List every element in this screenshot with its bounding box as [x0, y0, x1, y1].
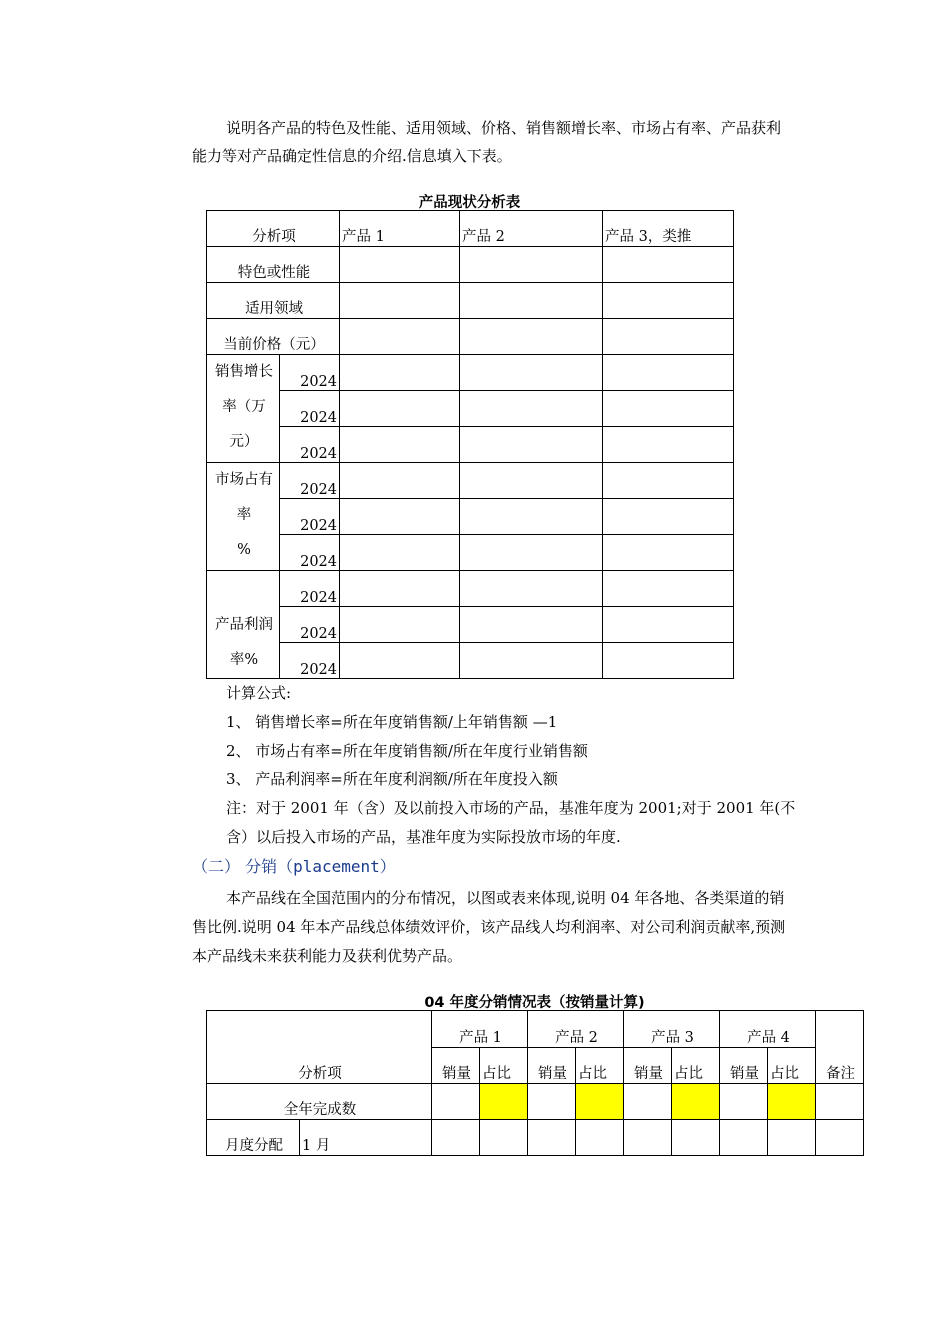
sub-sales: 销量	[720, 1048, 768, 1084]
highlight-cell[interactable]	[480, 1084, 528, 1120]
cell[interactable]	[603, 607, 734, 643]
row-monthly: 月度分配	[207, 1120, 300, 1156]
intro-line-1: 说明各产品的特色及性能、适用领域、价格、销售额增长率、市场占有率、产品获利	[226, 119, 782, 137]
cell[interactable]	[460, 463, 603, 499]
cell[interactable]	[460, 319, 603, 355]
growth-label-2: 率（万	[222, 399, 266, 415]
formula-title: 计算公式:	[226, 684, 292, 702]
note-line-1: 注：对于 2001 年（含）及以前投入市场的产品，基准年度为 2001;对于 2001 年(不	[226, 799, 796, 817]
table2-remark: 备注	[816, 1011, 864, 1084]
cell[interactable]	[460, 607, 603, 643]
cell[interactable]	[816, 1084, 864, 1120]
cell[interactable]	[432, 1084, 480, 1120]
row-share-label	[207, 463, 280, 571]
distribution-table	[206, 1010, 864, 1156]
header-analysis: 分析项	[207, 211, 340, 247]
share-label-1: 市场占有	[215, 472, 273, 488]
row-annual-total: 全年完成数	[207, 1084, 432, 1120]
year-cell: 2024	[280, 499, 340, 535]
table2-product-3: 产品 3	[624, 1011, 720, 1048]
section-heading-cn: （二） 分销	[192, 857, 278, 876]
cell[interactable]	[460, 643, 603, 679]
cell[interactable]	[603, 571, 734, 607]
header-product-3: 产品 3，类推	[603, 211, 734, 247]
highlight-cell[interactable]	[576, 1084, 624, 1120]
cell[interactable]	[603, 643, 734, 679]
year-cell: 2024	[280, 355, 340, 391]
year-cell: 2024	[280, 607, 340, 643]
cell[interactable]	[603, 499, 734, 535]
row-features: 特色或性能	[207, 247, 340, 283]
cell[interactable]	[720, 1084, 768, 1120]
cell[interactable]	[460, 247, 603, 283]
header-product-2: 产品 2	[460, 211, 603, 247]
cell[interactable]	[603, 319, 734, 355]
cell[interactable]	[576, 1120, 624, 1156]
sub-share: 占比	[480, 1048, 528, 1084]
cell[interactable]	[603, 247, 734, 283]
cell[interactable]	[603, 427, 734, 463]
product-status-table	[206, 210, 734, 679]
share-label-2: 率	[236, 507, 252, 523]
sub-share: 占比	[672, 1048, 720, 1084]
formula-1: 1、 销售增长率=所在年度销售额/上年销售额 —1	[226, 713, 558, 731]
cell[interactable]	[340, 247, 460, 283]
sub-share: 占比	[768, 1048, 816, 1084]
sub-sales: 销量	[624, 1048, 672, 1084]
table2-title: 04 年度分销情况表（按销量计算)	[424, 995, 645, 1011]
highlight-cell[interactable]	[672, 1084, 720, 1120]
cell[interactable]	[340, 283, 460, 319]
cell[interactable]	[460, 283, 603, 319]
cell[interactable]	[340, 355, 460, 391]
cell[interactable]	[768, 1120, 816, 1156]
year-cell: 2024	[280, 571, 340, 607]
cell[interactable]	[460, 427, 603, 463]
sub-sales: 销量	[528, 1048, 576, 1084]
cell[interactable]	[340, 391, 460, 427]
cell[interactable]	[603, 355, 734, 391]
table2-product-1: 产品 1	[432, 1011, 528, 1048]
section-heading-en: （placement）	[277, 857, 396, 876]
section2-line-2: 售比例.说明 04 年本产品线总体绩效评价，该产品线人均利润率、对公司利润贡献率,预测	[192, 918, 786, 936]
cell[interactable]	[340, 571, 460, 607]
row-growth-label	[207, 355, 280, 463]
cell[interactable]	[340, 319, 460, 355]
cell[interactable]	[340, 499, 460, 535]
row-profit-label	[207, 571, 280, 679]
cell[interactable]	[816, 1120, 864, 1156]
sub-sales: 销量	[432, 1048, 480, 1084]
cell[interactable]	[480, 1120, 528, 1156]
growth-label-3: 元）	[229, 434, 259, 450]
cell[interactable]	[460, 571, 603, 607]
cell[interactable]	[340, 463, 460, 499]
cell[interactable]	[603, 535, 734, 571]
cell[interactable]	[460, 499, 603, 535]
table2-header-analysis: 分析项	[207, 1011, 432, 1084]
table2-product-2: 产品 2	[528, 1011, 624, 1048]
formula-2: 2、 市场占有率=所在年度销售额/所在年度行业销售额	[226, 742, 588, 760]
cell[interactable]	[603, 391, 734, 427]
cell[interactable]	[340, 607, 460, 643]
profit-label-1: 产品利润	[215, 617, 273, 633]
cell[interactable]	[603, 463, 734, 499]
highlight-cell[interactable]	[768, 1084, 816, 1120]
cell[interactable]	[460, 391, 603, 427]
table2-product-4: 产品 4	[720, 1011, 816, 1048]
section-heading	[192, 854, 396, 877]
row-price: 当前价格（元）	[207, 319, 340, 355]
month-1: 1 月	[300, 1120, 432, 1156]
cell[interactable]	[432, 1120, 480, 1156]
share-label-3: %	[237, 542, 251, 558]
sub-share: 占比	[576, 1048, 624, 1084]
cell[interactable]	[720, 1120, 768, 1156]
growth-label-1: 销售增长	[215, 364, 273, 380]
intro-line-2: 能力等对产品确定性信息的介绍.信息填入下表。	[192, 147, 512, 165]
year-cell: 2024	[280, 643, 340, 679]
year-cell: 2024	[280, 391, 340, 427]
year-cell: 2024	[280, 463, 340, 499]
cell[interactable]	[460, 355, 603, 391]
note-line-2: 含）以后投入市场的产品，基准年度为实际投放市场的年度.	[226, 828, 621, 846]
section2-line-1: 本产品线在全国范围内的分布情况，以图或表来体现,说明 04 年各地、各类渠道的销	[226, 889, 785, 907]
year-cell: 2024	[280, 535, 340, 571]
cell[interactable]	[672, 1120, 720, 1156]
cell[interactable]	[624, 1120, 672, 1156]
header-product-1: 产品 1	[340, 211, 460, 247]
formula-3: 3、 产品利润率=所在年度利润额/所在年度投入额	[226, 770, 558, 788]
cell[interactable]	[624, 1084, 672, 1120]
cell[interactable]	[340, 643, 460, 679]
cell[interactable]	[340, 427, 460, 463]
cell[interactable]	[340, 535, 460, 571]
profit-label-2: 率%	[229, 652, 259, 668]
cell[interactable]	[528, 1084, 576, 1120]
row-scope: 适用领域	[207, 283, 340, 319]
year-cell: 2024	[280, 427, 340, 463]
cell[interactable]	[528, 1120, 576, 1156]
cell[interactable]	[460, 535, 603, 571]
table1-title: 产品现状分析表	[418, 195, 521, 211]
cell[interactable]	[603, 283, 734, 319]
section2-line-3: 本产品线未来获利能力及获利优势产品。	[192, 947, 463, 965]
